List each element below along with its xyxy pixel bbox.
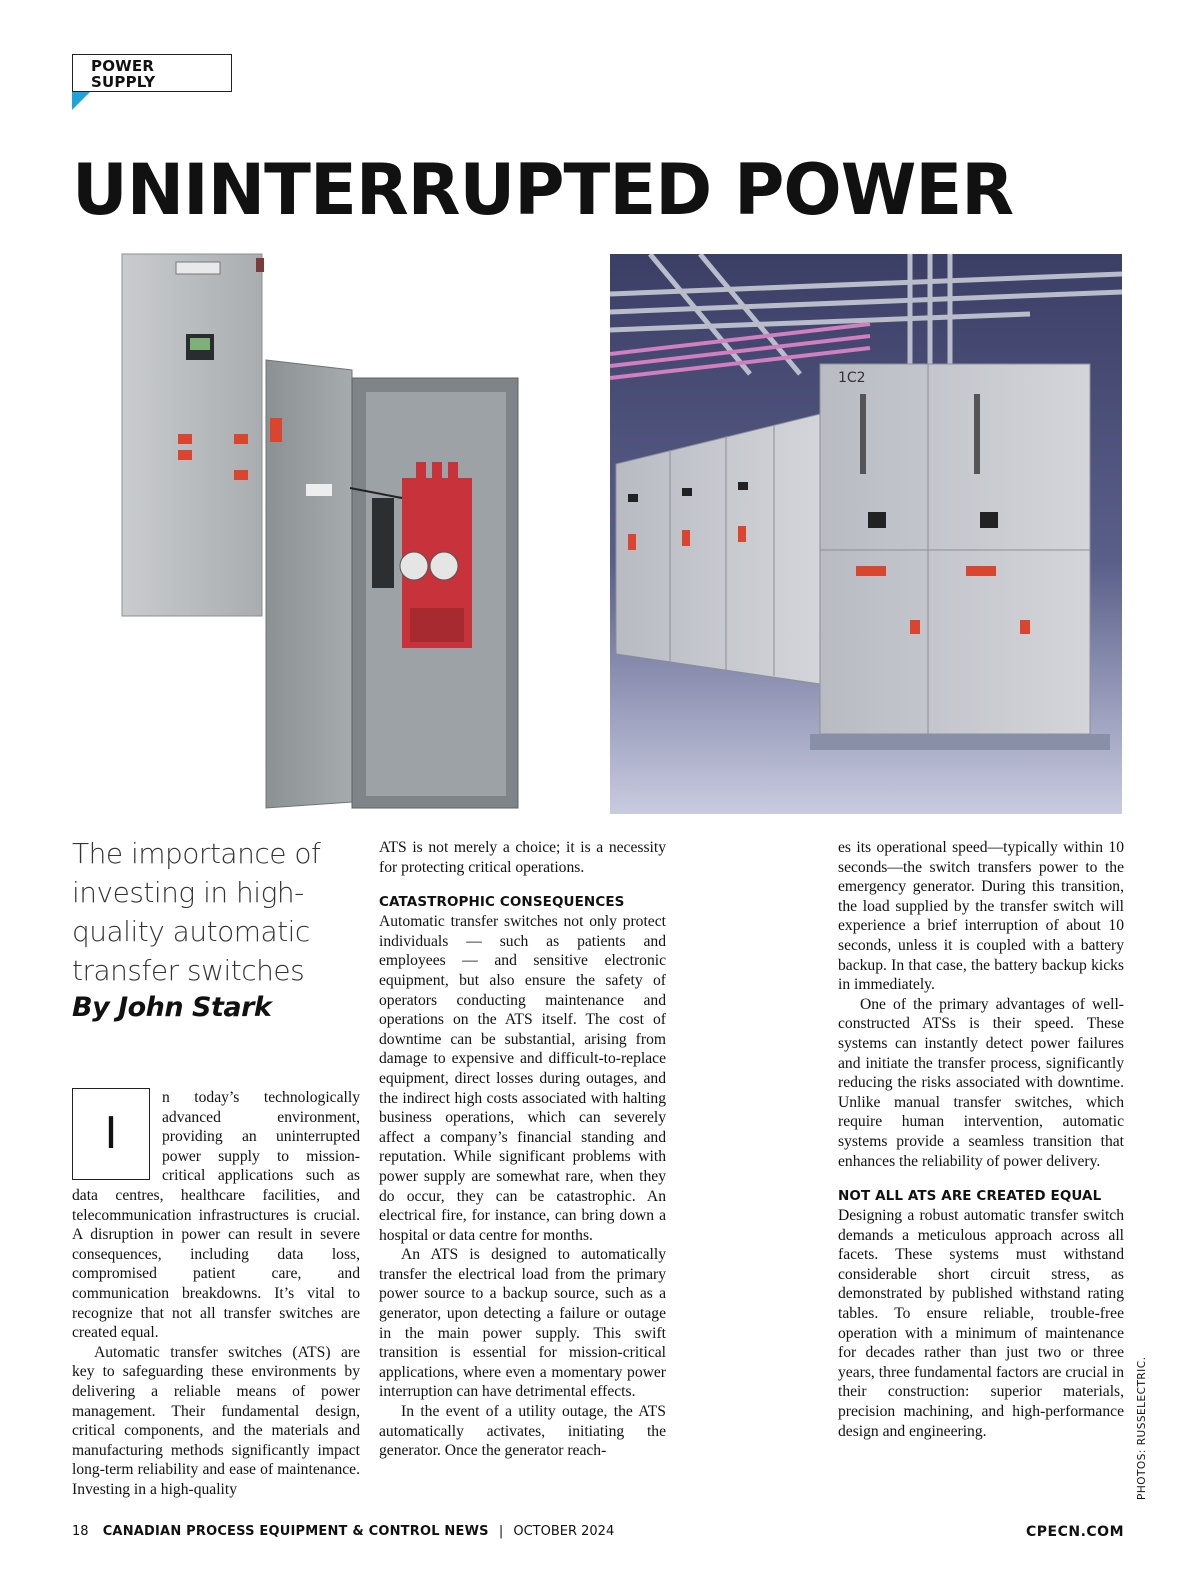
photo-credit: PHOTOS: RUSSELECTRIC.: [1136, 1356, 1148, 1500]
footer-separator: |: [498, 1524, 504, 1539]
section-tag-line2: SUPPLY: [91, 73, 156, 91]
article-column-1: [72, 1088, 360, 1499]
subhead-not-all-ats-created-equal: NOT ALL ATS ARE CREATED EQUAL: [838, 1188, 1102, 1205]
byline: By John Stark: [72, 992, 272, 1023]
photo-open-transfer-switch-cabinet: [110, 248, 530, 818]
section-tag-corner-accent: [72, 92, 90, 110]
paragraph: Designing a robust automatic transfer switch demands a meticulous approach across all facets. These systems must withstand considerable short circuit stress, as demonstrated by published withstand rating tables. To ensure reliable, trouble-free operation with a minimum of maintenance for decades rather than just two or three years, three fundamental factors are crucial in their construction: superior materials, precision machining, and high-performance design and engineering.: [838, 1207, 1124, 1440]
paragraph: One of the primary advantages of well-constructed ATSs is their speed. These systems can instantly detect power failures and initiate the transfer process, significantly reducing the risks associated with downtime. Unlike manual transfer switches, which require human intervention, automatic systems provide a seamless transition that enhances the reliability of power delivery.: [838, 995, 1124, 1170]
article-column-3: [838, 838, 1124, 1441]
issue-date: OCTOBER 2024: [513, 1524, 615, 1539]
section-tag: [72, 54, 232, 92]
publication-name: CANADIAN PROCESS EQUIPMENT & CONTROL NEWS: [102, 1524, 489, 1539]
paragraph: In the event of a utility outage, the ATS automatically activates, initiating the generator. Once the generator reach-: [379, 1403, 666, 1460]
page-footer: [72, 1522, 1124, 1542]
photo-switchgear-room: [610, 254, 1122, 814]
paragraph: Automatic transfer switches not only protect individuals — such as patients and employees — and sensitive electronic equipment, but also ensure the safety of operators conducting maintenance and operations on the ATS itself. The cost of downtime can be substantial, arising from damage to expensive and difficult-to-replace equipment, direct losses during outages, and the indirect high costs associated with halting business operations, which can severely affect a company’s financial standing and reputation. While significant problems with power supply are somewhat rare, when they do occur, they can be catastrophic. An electrical fire, for instance, can bring down a hospital or data centre for months.: [379, 913, 666, 1244]
article-column-2: [379, 838, 666, 1461]
paragraph: An ATS is designed to automatically transfer the electrical load from the primary power source to a backup source, such as a generator, upon detecting a failure or outage in the main power supply. This swift transition is essential for mission-critical applications, where even a momentary power interruption can have detrimental effects.: [379, 1246, 666, 1401]
lead-paragraph: n today’s technologically advanced environment, providing an uninterrupted power supply to mission-critical applications such as data centres, healthcare facilities, and telecommunication infrastructures is crucial. A disruption in power can result in severe consequences, including data loss, compromised patient care, and communication breakdowns. It’s vital to recognize that not all transfer switches are created equal.: [72, 1089, 360, 1342]
deck: The importance of investing in high-quality automatic transfer switches: [72, 837, 321, 987]
headline: UNINTERRUPTED POWER: [72, 149, 1014, 231]
page-number: 18: [72, 1524, 89, 1539]
subhead-catastrophic-consequences: CATASTROPHIC CONSEQUENCES: [379, 894, 625, 911]
room-label: 1C2: [838, 370, 866, 386]
section-tag-line1: POWER: [91, 57, 155, 75]
paragraph: es its operational speed—typically within 10 seconds—the switch transfers power to the emergency generator. During this transition, the load supplied by the transfer switch will experience a brief interruption of about 10 seconds, unless it is coupled with a battery backup. In that case, the battery backup kicks in immediately.: [838, 839, 1124, 994]
website-link[interactable]: CPECN.COM: [1025, 1524, 1124, 1540]
paragraph: ATS is not merely a choice; it is a necessity for protecting critical operations.: [379, 839, 666, 876]
paragraph: Automatic transfer switches (ATS) are key to safeguarding these environments by delivering a reliable means of power management. Their fundamental design, critical components, and the materials and manufacturing methods significantly impact long-term reliability and ease of maintenance. Investing in a high-quality: [72, 1343, 360, 1498]
drop-cap: I: [72, 1088, 150, 1180]
